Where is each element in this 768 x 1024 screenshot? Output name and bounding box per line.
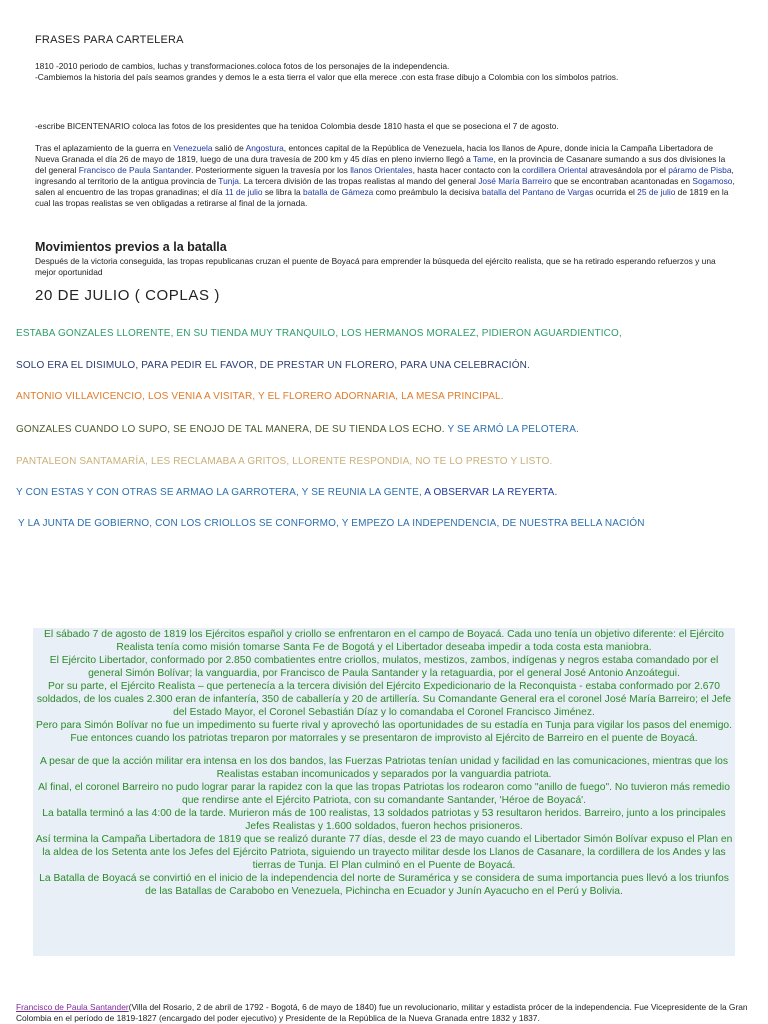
link-tame[interactable]: Tame bbox=[472, 154, 494, 164]
link-angostura[interactable]: Angostura bbox=[245, 143, 284, 153]
paragraph-text: . Posteriormente siguen la travesía por los bbox=[190, 165, 351, 175]
paragraph-text: , ingresando al territorio de la antigua provincia de bbox=[35, 165, 734, 186]
box-paragraph: Así termina la Campaña Libertadora de 1819 que se realizó durante 77 días, desde el 23 de mayo cuando el Libertador Simón Bolívar expuso el Plan en la aldea de los Setenta ante los Jefes del Ejército Patriota, siguiendo un trayecto militar desde los Llanos de Casanare, la cordillera de los Andes y las tierras de Tunja. El Plan culminó en el Puente de Boyacá. bbox=[35, 834, 733, 871]
copla-6-part-2: A OBSERVAR LA REYERTA. bbox=[421, 487, 558, 498]
movimientos-text: Después de la victoria conseguida, las tropas republicanas cruzan el puente de Boyacá para emprender la búsqueda del ejército realista, que se ha retirado esperando refuerzos y una mejor oportunidad bbox=[35, 256, 716, 277]
paragraph-text: Tras el aplazamiento de la guerra en bbox=[35, 143, 174, 153]
footer-text: (Villa del Rosario, 2 de abril de 1792 - Bogotá, 6 de mayo de 1840) fue un revolucionario, militar y estadista prócer de la independencia. Fue Vicepresidente de la Gran Colombia en el período de 1819-1827 (encargado del poder ejecutivo) y Presidente de la República de la Nueva Granada entre 1832 y 1837. bbox=[16, 1002, 748, 1023]
copla-7: Y LA JUNTA DE GOBIERNO, CON LOS CRIOLLOS SE CONFORMO, Y EMPEZO LA INDEPENDENCIA, DE NUESTRA BELLA NACIÓN bbox=[18, 518, 645, 529]
paragraph-text: . La tercera división de las tropas realistas al mando del general bbox=[238, 176, 479, 186]
box-paragraph: Pero para Simón Bolívar no fue un impedimento su fuerte rival y aprovechó las oportunidades de su estadía en Tunja para vigilar los pasos del enemigo. Fue entonces cuando los patriotas treparon por matorrales y se presentaron de improvisto al Ejército de Barreiro en el puente de Boyacá. bbox=[35, 720, 733, 744]
link-11-julio[interactable]: 11 de julio bbox=[224, 187, 263, 197]
copla-3: ANTONIO VILLAVICENCIO, LOS VENIA A VISITAR, Y EL FLORERO ADORNARIA, LA MESA PRINCIPAL. bbox=[16, 391, 504, 402]
copla-4 bbox=[16, 424, 579, 435]
intro-line-3: -escribe BICENTENARIO coloca las fotos de los presidentes que ha tenidoa Colombia desde 1810 hasta el que se poseciona el 7 de agosto. bbox=[35, 121, 559, 131]
footer-paragraph bbox=[16, 1002, 756, 1024]
paragraph-text: , en la provincia de Casanare sumando a sus dos divisiones la del general bbox=[35, 154, 726, 175]
paragraph-text: salió de bbox=[212, 143, 246, 153]
link-25-julio[interactable]: 25 de julio bbox=[637, 187, 676, 197]
paragraph-text: que se encontraban acantonadas en bbox=[551, 176, 693, 186]
heading-movimientos: Movimientos previos a la batalla bbox=[35, 240, 227, 254]
box-paragraph: La Batalla de Boyacá se convirtió en el inicio de la independencia del norte de Suramérica y se considera de suma importancia pues llevó a los triunfos de las Batallas de Carabobo en Venezuela, Pichincha en Ecuador y Junín Ayacucho en el Perú y Bolivia. bbox=[39, 873, 729, 897]
box-paragraph: Por su parte, el Ejército Realista – que pertenecía a la tercera división del Ejército Expedicionario de la Reconquista - estaba conformado por 2.670 soldados, de los cuales 2.300 eran de infantería, 350 de caballería y 20 de artillería. Su Comandante General era el coronel José María Barreiro; el Jefe del Estado Mayor, el Coronel Sebastián Díaz y lo comandaba el Coronel Francisco Jiménez. bbox=[36, 681, 732, 718]
link-paramo-pisba[interactable]: páramo de Pisba bbox=[668, 165, 732, 175]
paragraph-text: , hasta hacer contacto con la bbox=[412, 165, 522, 175]
link-francisco-santander[interactable]: Francisco de Paula Santander bbox=[16, 1002, 129, 1012]
heading-coplas: 20 DE JULIO ( COPLAS ) bbox=[35, 287, 220, 304]
link-batalla-gameza[interactable]: batalla de Gámeza bbox=[303, 187, 374, 197]
copla-6 bbox=[16, 487, 557, 498]
box-paragraph: La batalla terminó a las 4:00 de la tarde. Murieron más de 100 realistas, 13 soldados patriotas y 53 resultaron heridos. Barreiro, junto a los principales Jefes Realistas y 1.600 soldados, fueron hechos prisioneros. bbox=[42, 808, 726, 832]
copla-4-part-1: GONZALES CUANDO LO SUPO, SE ENOJO DE TAL MANERA, DE SU TIENDA LOS ECHO. bbox=[16, 424, 445, 435]
link-llanos-orientales[interactable]: llanos Orientales bbox=[350, 165, 413, 175]
paragraph-text: se libra la bbox=[262, 187, 304, 197]
link-venezuela[interactable]: Venezuela bbox=[173, 143, 213, 153]
link-barreiro[interactable]: José María Barreiro bbox=[478, 176, 552, 186]
link-sogamoso[interactable]: Sogamoso bbox=[692, 176, 733, 186]
paragraph-text: atravesándola por el bbox=[587, 165, 669, 175]
copla-1: ESTABA GONZALES LLORENTE, EN SU TIENDA MUY TRANQUILO, LOS HERMANOS MORALEZ, PIDIERON AGUARDIENTICO, bbox=[16, 328, 622, 339]
box-paragraph: El Ejército Libertador, conformado por 2.850 combatientes entre criollos, mulatos, mestizos, zambos, indígenas y negros estaba comandado por el general Simón Bolívar; la vanguardia, por Francisco de Paula Santander y la retaguardia, por el general José Antonio Anzoátegui. bbox=[49, 655, 719, 679]
campaign-paragraph bbox=[35, 143, 735, 209]
page-title: FRASES PARA CARTELERA bbox=[35, 34, 184, 46]
paragraph-text: como preámbulo la decisiva bbox=[373, 187, 482, 197]
link-cordillera-oriental[interactable]: cordillera Oriental bbox=[522, 165, 588, 175]
paragraph-text: , salen al encuentro de las tropas granadinas; el día bbox=[35, 176, 735, 197]
intro-line-1: 1810 -2010 periodo de cambios, luchas y transformaciones.coloca fotos de los personajes de la independencia. bbox=[35, 61, 450, 71]
link-tunja[interactable]: Tunja bbox=[218, 176, 239, 186]
intro-text bbox=[35, 61, 735, 83]
intro-line-2: -Cambiemos la historia del país seamos grandes y demos le a esta tierra el valor que ella merece .con esta frase dibujo a Colombia con los símbolos patrios. bbox=[35, 72, 619, 82]
copla-4-part-2: Y SE ARMÓ LA PELOTERA. bbox=[444, 424, 579, 435]
paragraph-text: ocurrida el bbox=[593, 187, 638, 197]
link-santander[interactable]: Francisco de Paula Santander bbox=[78, 165, 191, 175]
box-paragraph: Al final, el coronel Barreiro no pudo lograr parar la rapidez con la que las tropas Patriotas los rodearon como "anillo de fuego". No tuvieron más remedio que rendirse ante el Ejército Patriota, con su comandante Santander, 'Héroe de Boyacá'. bbox=[38, 782, 730, 806]
box-paragraph: El sábado 7 de agosto de 1819 los Ejércitos español y criollo se enfrentaron en el campo de Boyacá. Cada uno tenía un objetivo diferente: el Ejército Realista tenía como misión tomarse Santa Fe de Bogotá y el Libertador deseaba impedir a toda costa esta maniobra. bbox=[43, 629, 725, 653]
copla-2: SOLO ERA EL DISIMULO, PARA PEDIR EL FAVOR, DE PRESTAR UN FLORERO, PARA UNA CELEBRACIÓN. bbox=[16, 360, 530, 371]
paragraph-text: , entonces capital de la República de Venezuela, hacia los llanos de Apure, donde inicia la Campaña Libertadora de Nueva Granada el día 26 de mayo de 1819, luego de una dura travesía de 200 km y 45 días en pleno invierno llegó a bbox=[35, 143, 714, 164]
link-pantano-vargas[interactable]: batalla del Pantano de Vargas bbox=[481, 187, 594, 197]
box-paragraph: A pesar de que la acción militar era intensa en los dos bandos, las Fuerzas Patriotas tenían unidad y facilidad en las comunicaciones, mientras que los Realistas estaban incomunicados y separados por la vanguardia patriota. bbox=[40, 756, 728, 780]
paragraph-text: de 1819 en la cual las tropas realistas se ven obligadas a retirarse al final de la jornada. bbox=[35, 187, 729, 208]
battle-summary-box bbox=[33, 628, 735, 956]
copla-6-part-1: Y CON ESTAS Y CON OTRAS SE ARMAO LA GARROTERA, Y SE REUNIA LA GENTE, bbox=[16, 487, 422, 498]
copla-5: PANTALEON SANTAMARÍA, LES RECLAMABA A GRITOS, LLORENTE RESPONDIA, NO TE LO PRESTO Y LISTO. bbox=[16, 456, 553, 467]
